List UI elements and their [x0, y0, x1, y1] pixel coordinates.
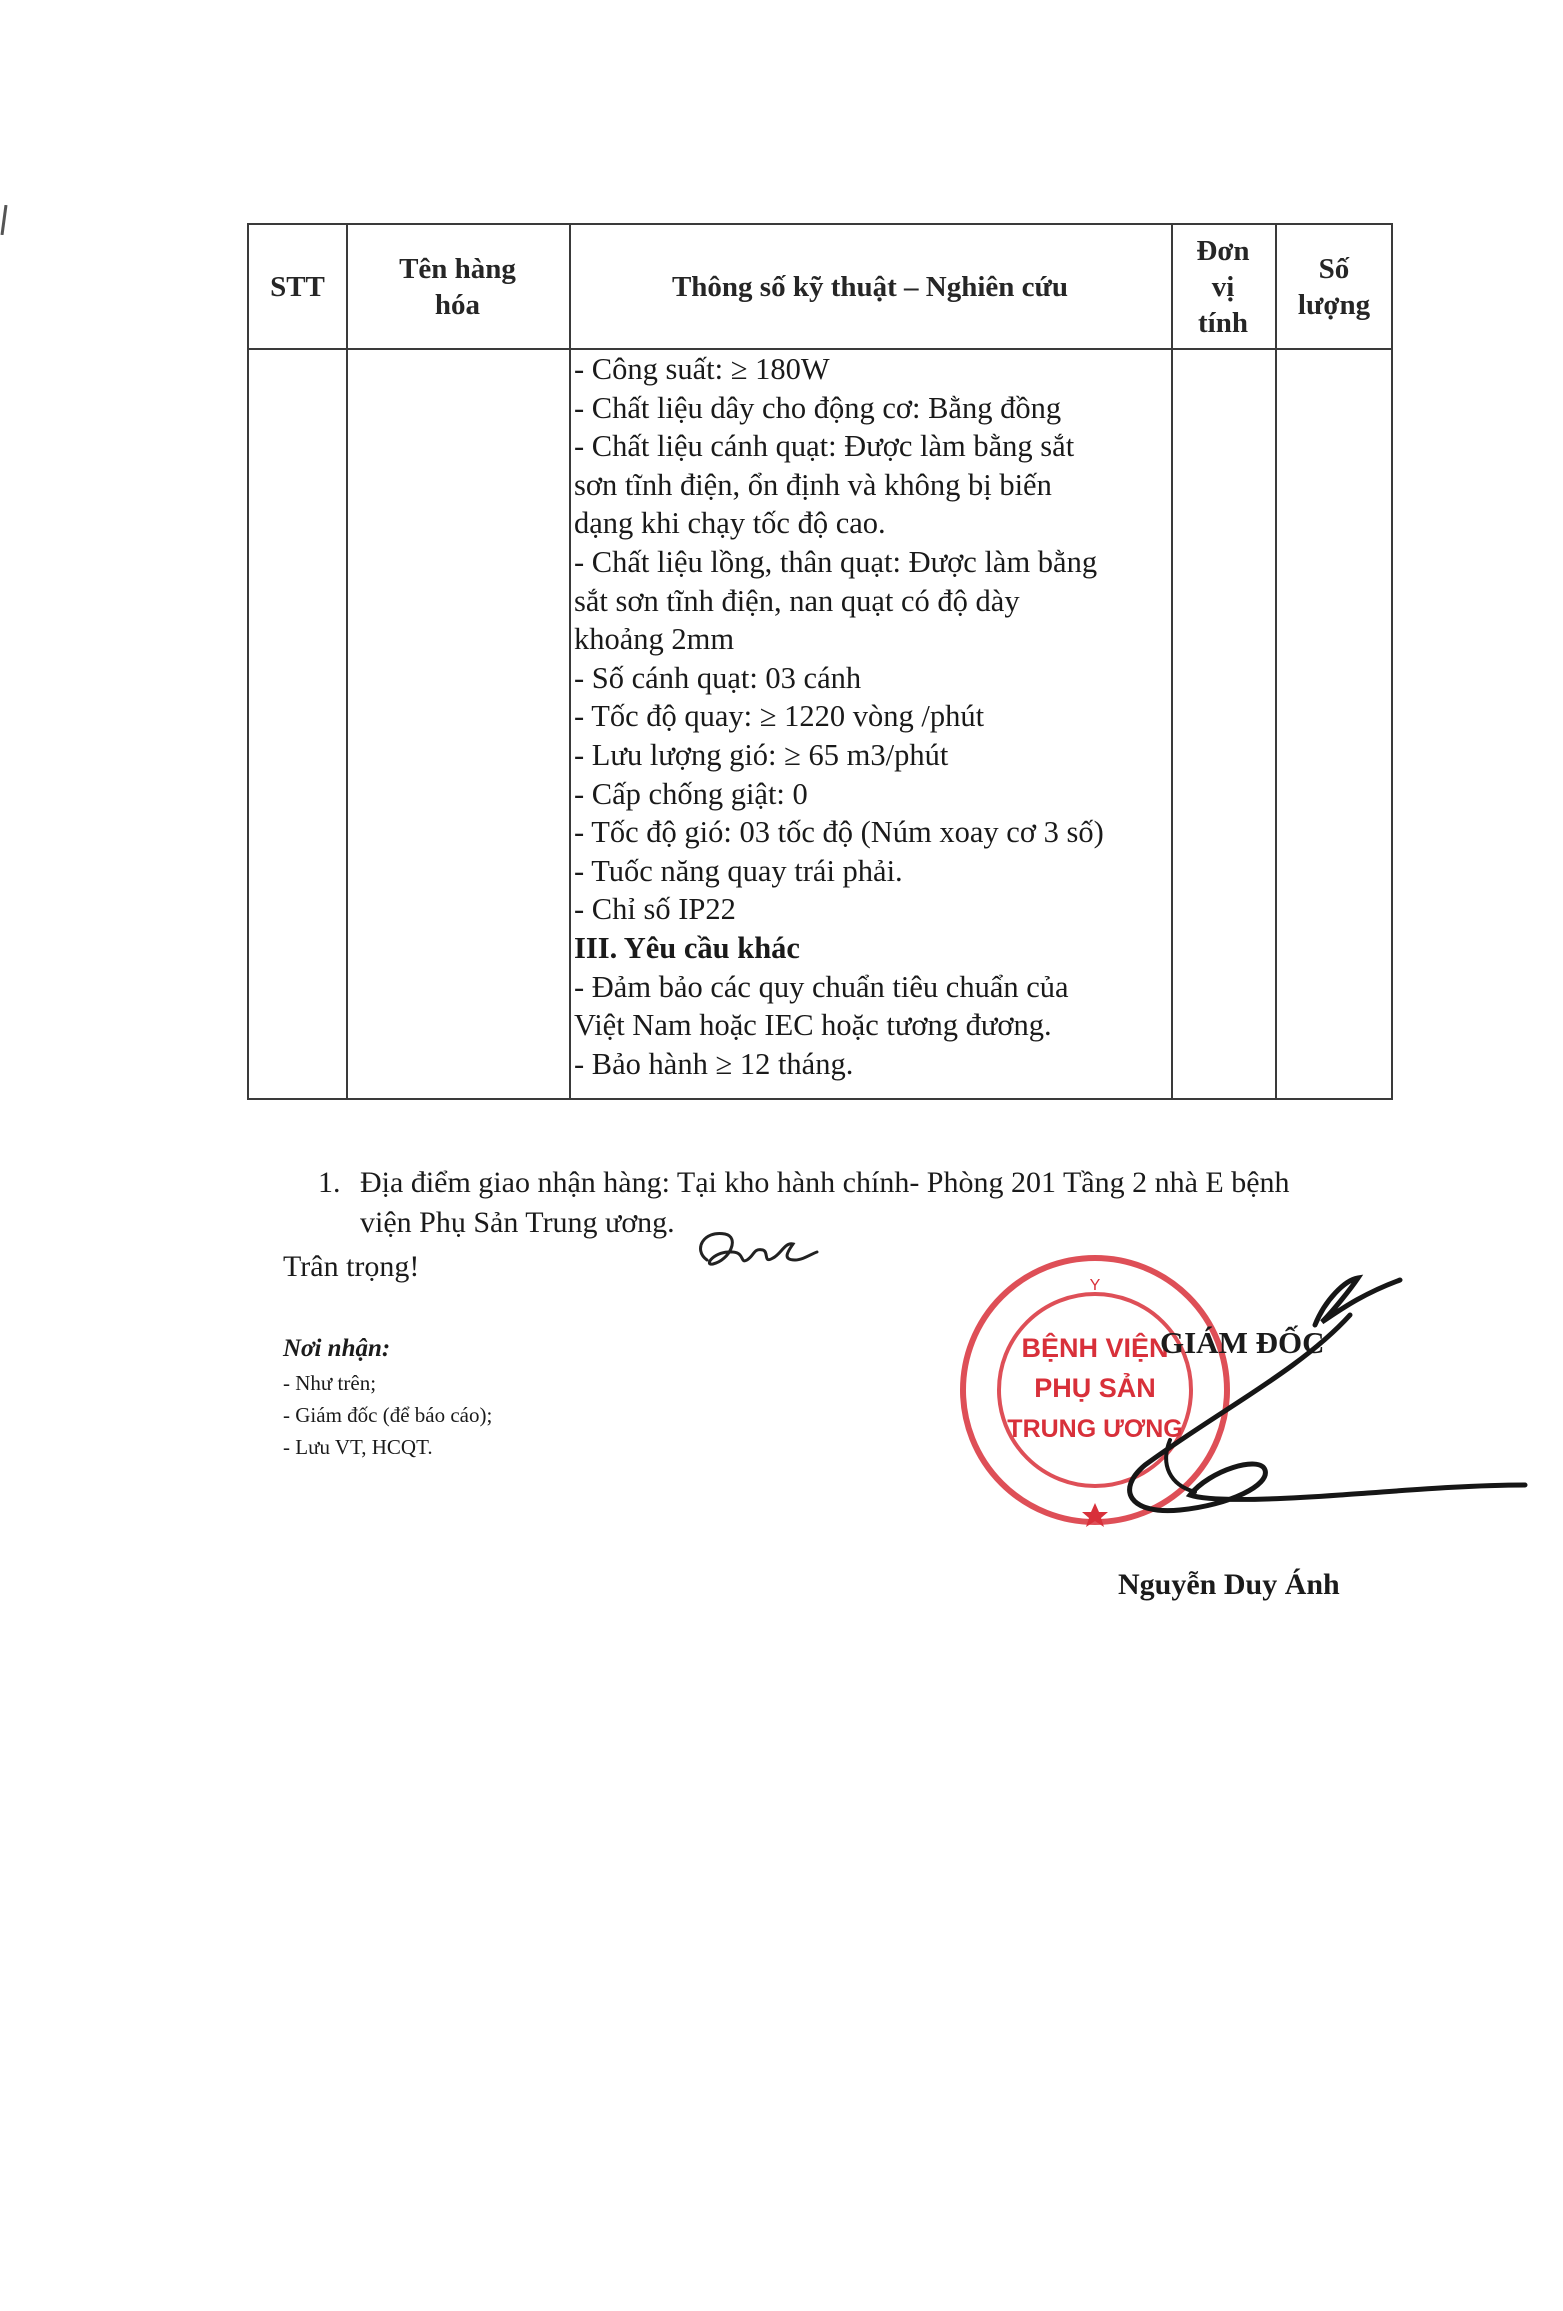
spec-line: khoảng 2mm: [574, 622, 735, 657]
header-stt: STT: [270, 270, 325, 303]
header-item-name: Tên hàng hóa: [399, 252, 516, 321]
director-signature: [1100, 1270, 1530, 1540]
spec-line: - Bảo hành ≥ 12 tháng.: [574, 1046, 854, 1081]
spec-line: - Chỉ số IP22: [574, 892, 736, 927]
spec-line: - Số cánh quạt: 03 cánh: [574, 660, 862, 695]
scan-edge-mark: [0, 205, 8, 235]
svg-text:TRUNG ƯƠNG: TRUNG ƯƠNG: [1007, 1415, 1183, 1443]
table-column-divider: [346, 225, 348, 1098]
closing-regards: Trân trọng!: [283, 1250, 420, 1283]
recipients-title: Nơi nhận:: [283, 1335, 391, 1362]
spec-line: - Công suất: ≥ 180W: [574, 352, 830, 386]
spec-line: - Chất liệu lồng, thân quạt: Được làm bằng: [574, 544, 1098, 579]
recipient-item: - Như trên;: [283, 1371, 377, 1395]
recipients-block: [283, 1333, 492, 1463]
recipient-item: - Lưu VT, HCQT.: [283, 1435, 433, 1459]
delivery-line-1: Địa điểm giao nhận hàng: Tại kho hành chính- Phòng 201 Tầng 2 nhà E bệnh: [360, 1166, 1290, 1199]
spec-line: - Cấp chống giật: 0: [574, 776, 808, 811]
spec-line: - Tuốc năng quay trái phải.: [574, 853, 903, 888]
svg-text:BỆNH VIỆN: BỆNH VIỆN: [1021, 1333, 1169, 1363]
header-specs: Thông số kỹ thuật – Nghiên cứu: [671, 270, 1069, 303]
spec-line: sắt sơn tĩnh điện, nan quạt có độ dày: [574, 583, 1020, 618]
svg-text:Y: Y: [1089, 1277, 1101, 1294]
spec-section-heading: III. Yêu cầu khác: [574, 930, 800, 965]
spec-line: - Chất liệu dây cho động cơ: Bằng đồng: [574, 390, 1062, 425]
signatory-title: GIÁM ĐỐC: [1160, 1325, 1325, 1360]
svg-text:PHỤ SẢN: PHỤ SẢN: [1034, 1373, 1156, 1403]
spec-line: - Lưu lượng gió: ≥ 65 m3/phút: [574, 737, 949, 772]
delivery-number: 1.: [318, 1166, 341, 1199]
header-unit: Đơn vị tính: [1196, 234, 1250, 339]
handwritten-initials: [685, 1220, 825, 1280]
recipient-item: - Giám đốc (để báo cáo);: [283, 1403, 493, 1427]
signatory-name: Nguyễn Duy Ánh: [1118, 1568, 1340, 1601]
table-column-divider: [1275, 225, 1277, 1098]
table-column-divider: [569, 225, 571, 1098]
spec-line: - Tốc độ quay: ≥ 1220 vòng /phút: [574, 699, 985, 734]
spec-table: [247, 223, 1393, 1100]
header-quantity: Số lượng: [1297, 252, 1371, 321]
spec-line: - Tốc độ gió: 03 tốc độ (Núm xoay cơ 3 số): [574, 815, 1104, 850]
spec-line: sơn tĩnh điện, ổn định và không bị biến: [574, 467, 1052, 502]
spec-line: - Đảm bảo các quy chuẩn tiêu chuẩn của: [574, 969, 1069, 1004]
spec-line: - Chất liệu cánh quạt: Được làm bằng sắt: [574, 429, 1075, 464]
spec-cell: [574, 350, 1164, 1083]
delivery-line-2: viện Phụ Sản Trung ương.: [360, 1206, 675, 1239]
spec-line: Việt Nam hoặc IEC hoặc tương đương.: [574, 1008, 1052, 1043]
spec-line: dạng khi chạy tốc độ cao.: [574, 506, 886, 541]
table-column-divider: [1171, 225, 1173, 1098]
